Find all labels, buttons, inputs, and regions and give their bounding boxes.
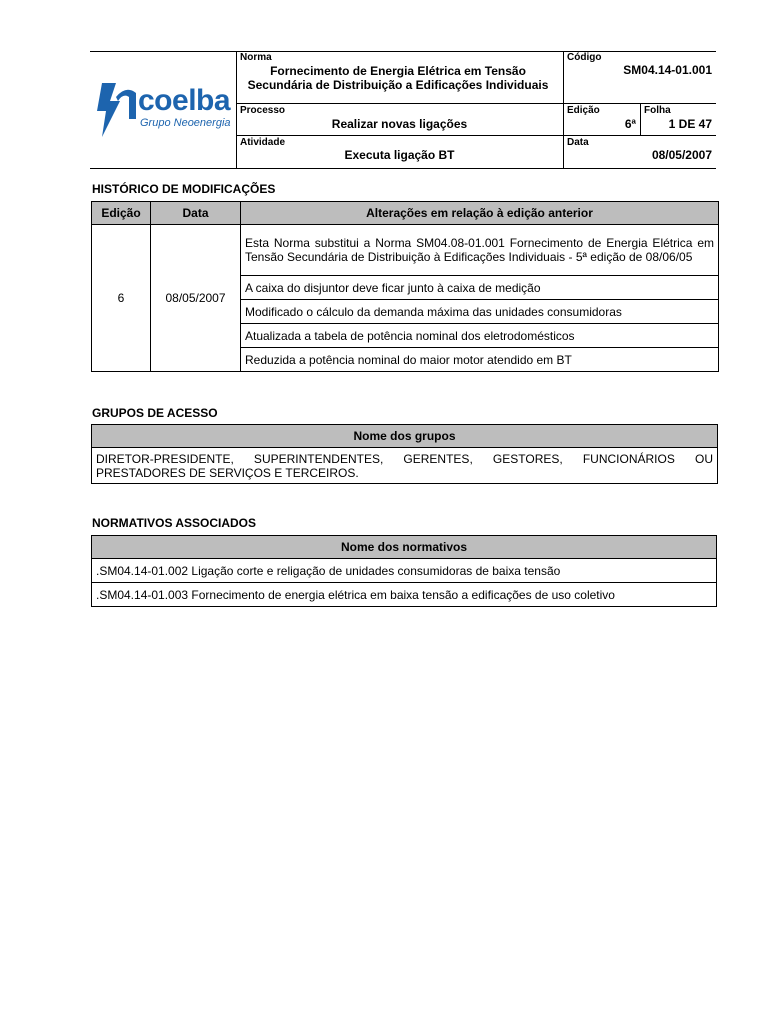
grupos-table bbox=[91, 424, 718, 484]
normativo-item-2: .SM04.14-01.003 Fornecimento de energia elétrica em baixa tensão a edificações de uso coletivo bbox=[92, 583, 717, 607]
historico-title: HISTÓRICO DE MODIFICAÇÕES bbox=[92, 182, 276, 196]
data-label: Data bbox=[567, 137, 589, 148]
atividade-value: Executa ligação BT bbox=[344, 148, 455, 162]
historico-change-4: Atualizada a tabela de potência nominal dos eletrodomésticos bbox=[241, 324, 719, 348]
header-col-divider-2 bbox=[563, 51, 564, 169]
table-row bbox=[92, 448, 718, 484]
folha-label: Folha bbox=[644, 105, 671, 116]
normativos-header: Nome dos normativos bbox=[92, 536, 717, 559]
header-row-divider-1 bbox=[236, 103, 716, 104]
historico-data-cell: 08/05/2007 bbox=[151, 225, 241, 372]
historico-table bbox=[91, 201, 719, 372]
table-row bbox=[92, 583, 717, 607]
normativos-title: NORMATIVOS ASSOCIADOS bbox=[92, 516, 257, 530]
historico-change-5: Reduzida a potência nominal do maior motor atendido em BT bbox=[241, 348, 719, 372]
edicao-value: 6ª bbox=[624, 117, 636, 131]
edicao-label: Edição bbox=[567, 105, 600, 116]
grupos-header-row bbox=[92, 425, 718, 448]
header-bottom-border bbox=[90, 168, 716, 169]
grupos-title: GRUPOS DE ACESSO bbox=[92, 406, 218, 420]
header-col-divider-3 bbox=[640, 103, 641, 135]
codigo-label: Código bbox=[567, 52, 602, 63]
table-row bbox=[92, 559, 717, 583]
document-header bbox=[90, 51, 716, 169]
grupos-text: DIRETOR-PRESIDENTE, SUPERINTENDENTES, GERENTES, GESTORES, FUNCIONÁRIOS OU PRESTADORES DE SERVIÇOS E TERCEIROS. bbox=[92, 448, 718, 484]
atividade-label: Atividade bbox=[240, 137, 286, 148]
coelba-logo bbox=[92, 79, 236, 143]
norma-label: Norma bbox=[240, 52, 272, 63]
norma-title: Fornecimento de Energia Elétrica em Tensão Secundária de Distribuição a Edificações Individuais bbox=[247, 64, 549, 92]
table-row bbox=[92, 225, 719, 276]
historico-header-alteracoes: Alterações em relação à edição anterior bbox=[241, 202, 719, 225]
normativos-header-row bbox=[92, 536, 717, 559]
historico-edicao-cell: 6 bbox=[92, 225, 151, 372]
historico-change-3: Modificado o cálculo da demanda máxima das unidades consumidoras bbox=[241, 300, 719, 324]
normativo-item-1: .SM04.14-01.002 Ligação corte e religação de unidades consumidoras de baixa tensão bbox=[92, 559, 717, 583]
historico-header-row bbox=[92, 202, 719, 225]
logo-subtitle: Grupo Neoenergia bbox=[140, 117, 231, 129]
historico-header-edicao: Edição bbox=[92, 202, 151, 225]
header-row-divider-2 bbox=[236, 135, 716, 136]
codigo-value: SM04.14-01.001 bbox=[623, 63, 712, 77]
normativos-table bbox=[91, 535, 717, 607]
data-value: 08/05/2007 bbox=[651, 148, 712, 162]
processo-value: Realizar novas ligações bbox=[331, 117, 468, 131]
historico-change-1: Esta Norma substitui a Norma SM04.08-01.001 Fornecimento de Energia Elétrica em Tensão Secundária de Distribuição à Edificações Individuais - 5ª edição de 08/06/05 bbox=[241, 225, 719, 276]
historico-header-data: Data bbox=[151, 202, 241, 225]
historico-change-2: A caixa do disjuntor deve ficar junto à caixa de medição bbox=[241, 276, 719, 300]
grupos-header: Nome dos grupos bbox=[92, 425, 718, 448]
header-top-border bbox=[90, 51, 716, 52]
logo-name: coelba bbox=[138, 84, 231, 117]
folha-value: 1 DE 47 bbox=[668, 117, 712, 131]
processo-label: Processo bbox=[240, 105, 286, 116]
